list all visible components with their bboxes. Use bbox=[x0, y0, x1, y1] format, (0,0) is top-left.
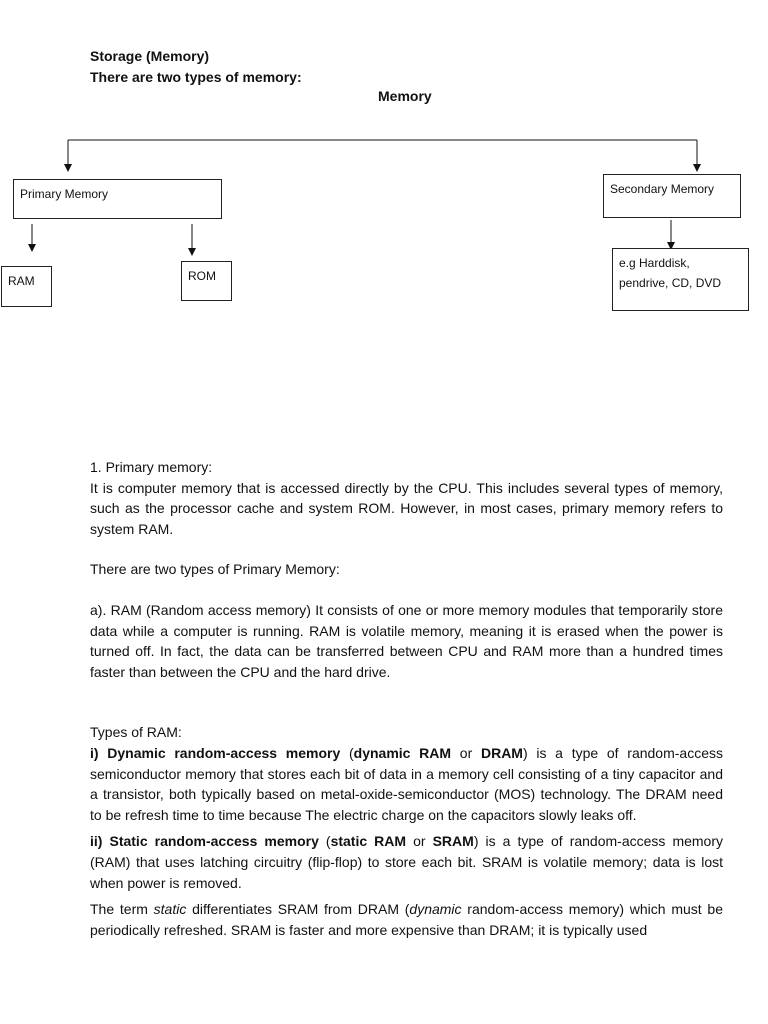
dram-abbr-1: dynamic RAM bbox=[353, 744, 452, 761]
ram-description: a). RAM (Random access memory) It consists of one or more memory modules that temporarily store data while a computer is running. RAM is volatile memory, meaning it is erased when the power is turned off. In fact, the data can be transferred between CPU and RAM more than a hundred times faster than between the CPU and the hard drive. bbox=[90, 601, 723, 680]
static-term-paragraph: The term static differentiates SRAM from DRAM (dynamic random-access memory) which must be periodically refreshed. SRAM is faster and more expensive than DRAM; it is typically used bbox=[90, 901, 723, 938]
types-of-ram-heading: Types of RAM: bbox=[90, 724, 182, 741]
primary-memory-description: It is computer memory that is accessed directly by the CPU. This includes several types of memory, such as the processor cache and system ROM. However, in most cases, primary memory refers to system RAM. bbox=[90, 479, 723, 537]
primary-memory-heading: 1. Primary memory: bbox=[90, 459, 213, 475]
dynamic-term: dynamic bbox=[409, 901, 462, 918]
secondary-memory-box: Secondary Memory bbox=[603, 174, 741, 218]
secondary-example-box: e.g Harddisk, pendrive, CD, DVD bbox=[612, 248, 749, 311]
sram-abbr-1: static RAM bbox=[330, 833, 407, 850]
primary-types-intro: There are two types of Primary Memory: bbox=[90, 561, 340, 578]
dram-abbr-2: DRAM bbox=[480, 744, 523, 761]
page-title: Storage (Memory) bbox=[90, 48, 210, 64]
document-body bbox=[90, 457, 723, 940]
ram-box: RAM bbox=[1, 266, 52, 307]
rom-box: ROM bbox=[181, 261, 232, 301]
sram-paragraph: ii) Static random-access memory (static RAM or SRAM) is a type of random-access memory (RAM) that uses latching circuitry (flip-flop) to store each bit. SRAM is volatile memory; data is lost when power is removed. bbox=[90, 833, 723, 891]
sram-label: ii) Static random-access memory bbox=[90, 833, 319, 850]
static-term: static bbox=[153, 901, 187, 918]
primary-memory-box: Primary Memory bbox=[13, 179, 222, 219]
diagram-root-label: Memory bbox=[378, 88, 432, 104]
dram-paragraph: i) Dynamic random-access memory (dynamic RAM or DRAM) is a type of random-access semiconductor memory that stores each bit of data in a memory cell consisting of a tiny capacitor and a transistor, both typically based on metal-oxide-semiconductor (MOS) technology. The DRAM need to be refresh time to time because The electric charge on the capacitors slowly leaks off. bbox=[90, 744, 723, 823]
dram-label: i) Dynamic random-access memory bbox=[90, 744, 341, 761]
sram-abbr-2: SRAM bbox=[432, 833, 474, 850]
page-subtitle: There are two types of memory: bbox=[90, 69, 302, 85]
